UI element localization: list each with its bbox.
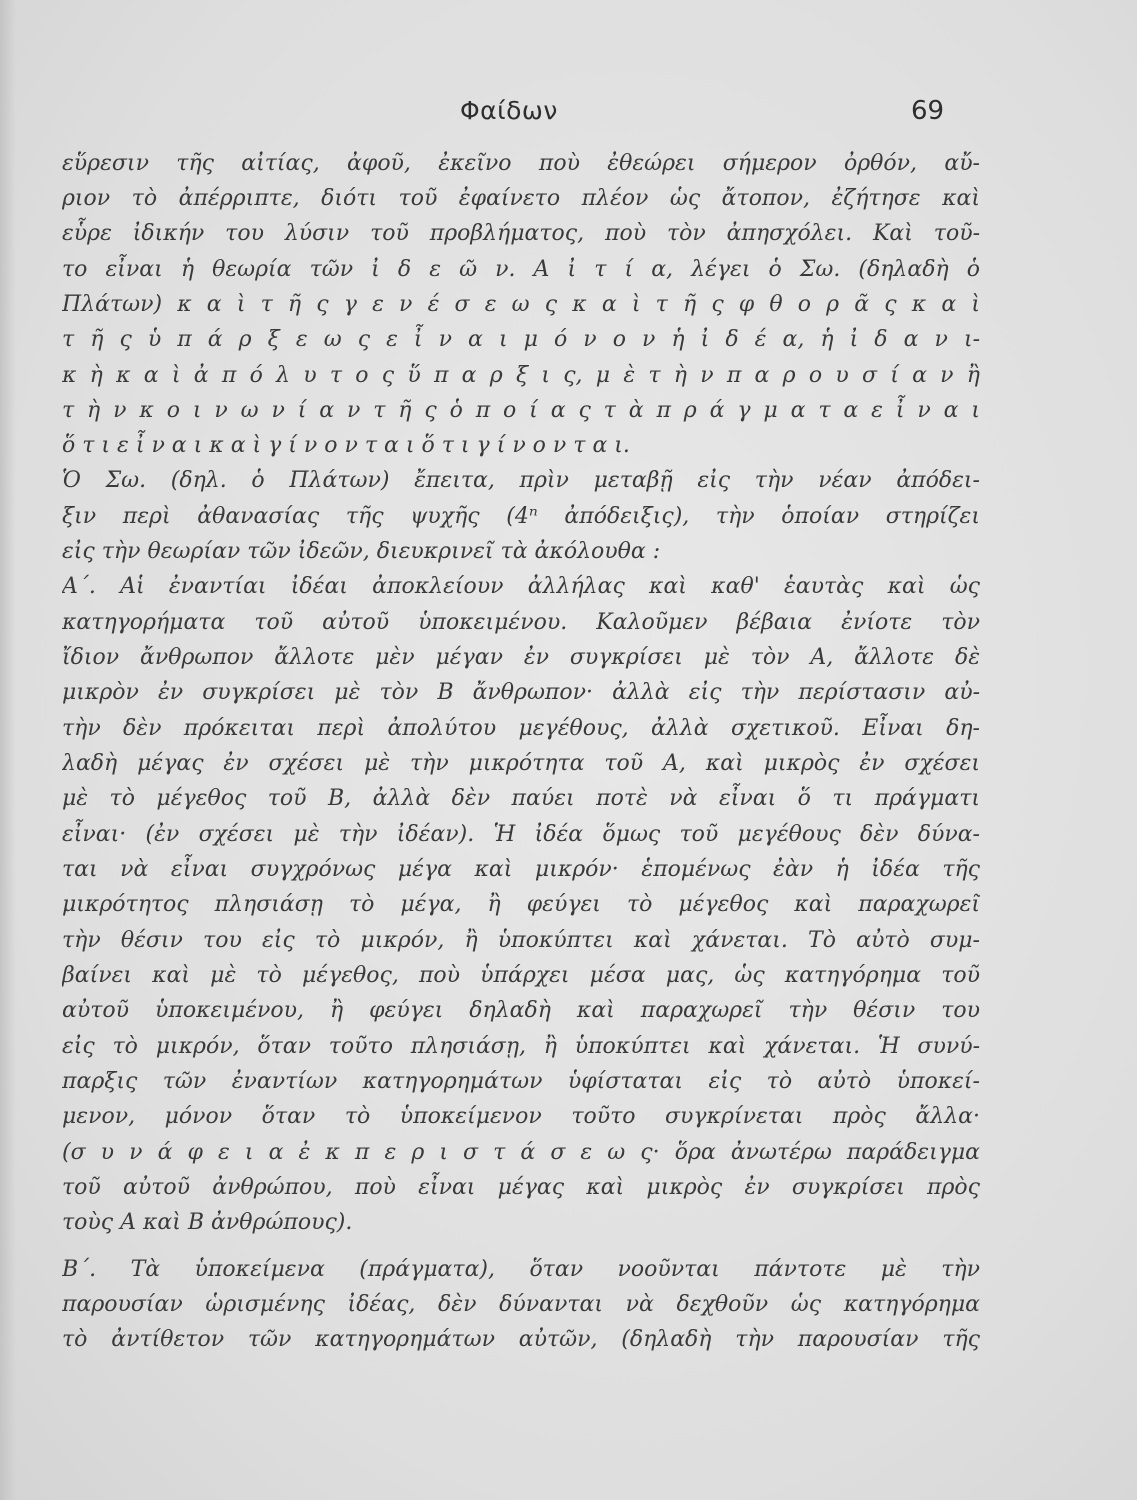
text-line: ξιν περὶ ἀθανασίας τῆς ψυχῆς (4ⁿ ἀπόδειξις), τὴν ὁποίαν στηρίζει — [62, 504, 980, 529]
text-line: εἶναι· (ἐν σχέσει μὲ τὴν ἰδέαν). Ἡ ἰδέα ὅμως τοῦ μεγέθους δὲν δύνα- — [62, 822, 980, 847]
text-line: τοῦ αὐτοῦ ἀνθρώπου, ποὺ εἶναι μέγας καὶ μικρὸς ἐν συγκρίσει πρὸς — [62, 1175, 980, 1200]
text-line: το εἶναι ἡ θεωρία τῶν ἰ δ ε ῶ ν. Α ἰ τ ί α, λέγει ὁ Σω. (δηλαδὴ ὁ — [62, 257, 980, 282]
text-line: κατηγορήματα τοῦ αὐτοῦ ὑποκειμένου. Καλοῦμεν βέβαια ἐνίοτε τὸν — [62, 610, 980, 635]
text-line: ται νὰ εἶναι συγχρόνως μέγα καὶ μικρόν· ἑπομένως ἐὰν ἡ ἰδέα τῆς — [62, 857, 980, 882]
running-title: Φαίδων — [460, 96, 558, 125]
text-line: εἰς τὸ μικρόν, ὅταν τοῦτο πλησιάσῃ, ἢ ὑποκύπτει καὶ χάνεται. Ἡ συνύ- — [62, 1034, 980, 1059]
text-line: τοὺς Α καὶ Β ἀνθρώπους). — [62, 1210, 353, 1235]
text-line: τὴν δὲν πρόκειται περὶ ἀπολύτου μεγέθους, ἀλλὰ σχετικοῦ. Εἶναι δη- — [62, 716, 980, 741]
text-line: τὸ ἀντίθετον τῶν κατηγορημάτων αὐτῶν, (δηλαδὴ τὴν παρουσίαν τῆς — [62, 1327, 980, 1352]
text-line: εἰς τὴν θεωρίαν τῶν ἰδεῶν, διευκρινεῖ τὰ ἀκόλουθα : — [62, 539, 661, 564]
text-line: μὲ τὸ μέγεθος τοῦ Β, ἀλλὰ δὲν παύει ποτὲ νὰ εἶναι ὅ τι πράγματι — [62, 786, 980, 811]
text-line: παρξις τῶν ἐναντίων κατηγορημάτων ὑφίσταται εἰς τὸ αὐτὸ ὑποκεί- — [62, 1069, 980, 1094]
text-line: ἴδιον ἄνθρωπον ἄλλοτε μὲν μέγαν ἐν συγκρίσει μὲ τὸν Α, ἄλλοτε δὲ — [62, 645, 980, 670]
text-line: (σ υ ν ά φ ε ι α ἐ κ π ε ρ ι σ τ ά σ ε ω ς· ὅρα ἀνωτέρω παράδειγμα — [62, 1140, 980, 1165]
text-line: μικρὸν ἐν συγκρίσει μὲ τὸν Β ἄνθρωπον· ἀλλὰ εἰς τὴν περίστασιν αὐ- — [62, 680, 980, 705]
text-line: τ ῆ ς ὑ π ά ρ ξ ε ω ς ε ἶ ν α ι μ ό ν ο ν ἡ ἰ δ έ α, ἡ ἰ δ α ν ι- — [62, 327, 980, 352]
text-line: Πλάτων) κ α ὶ τ ῆ ς γ ε ν έ σ ε ω ς κ α ὶ τ ῆ ς φ θ ο ρ ᾶ ς κ α ὶ — [62, 292, 980, 317]
text-line: Ὁ Σω. (δηλ. ὁ Πλάτων) ἔπειτα, πρὶν μεταβῇ εἰς τὴν νέαν ἀπόδει- — [62, 468, 980, 493]
text-line: εὕρεσιν τῆς αἰτίας, ἀφοῦ, ἐκεῖνο ποὺ ἐθεώρει σήμερον ὀρθόν, αὔ- — [62, 151, 980, 176]
text-line: Α΄. Αἱ ἐναντίαι ἰδέαι ἀποκλείουν ἀλλήλας καὶ καθ' ἑαυτὰς καὶ ὡς — [62, 574, 980, 599]
running-head — [0, 92, 1137, 132]
text-line: τ ὴ ν κ ο ι ν ω ν ί α ν τ ῆ ς ὁ π ο ί α ς τ ὰ π ρ ά γ μ α τ α ε ἶ ν α ι — [62, 398, 980, 423]
text-line: Β΄. Τὰ ὑποκείμενα (πράγματα), ὅταν νοοῦνται πάντοτε μὲ τὴν — [62, 1257, 980, 1282]
text-line: ὅ τ ι ε ἶ ν α ι κ α ὶ γ ί ν ο ν τ α ι ὅ τ ι γ ί ν ο ν τ α ι. — [62, 433, 630, 458]
page-gutter-shadow — [0, 0, 16, 1500]
text-line: παρουσίαν ὡρισμένης ἰδέας, δὲν δύνανται νὰ δεχθοῦν ὡς κατηγόρημα — [62, 1292, 980, 1317]
text-line: εὗρε ἰδικήν του λύσιν τοῦ προβλήματος, ποὺ τὸν ἀπησχόλει. Καὶ τοῦ- — [62, 221, 980, 246]
text-line: ριον τὸ ἀπέρριπτε, διότι τοῦ ἐφαίνετο πλέον ὡς ἄτοπον, ἐζήτησε καὶ — [62, 186, 980, 211]
text-line: μικρότητος πλησιάσῃ τὸ μέγα, ἢ φεύγει τὸ μέγεθος καὶ παραχωρεῖ — [62, 892, 980, 917]
text-line: τὴν θέσιν του εἰς τὸ μικρόν, ἢ ὑποκύπτει καὶ χάνεται. Τὸ αὐτὸ συμ- — [62, 928, 980, 953]
page-number: 69 — [911, 96, 945, 126]
text-line: αὐτοῦ ὑποκειμένου, ἢ φεύγει δηλαδὴ καὶ παραχωρεῖ τὴν θέσιν του — [62, 998, 980, 1023]
text-line: κ ὴ κ α ὶ ἀ π ό λ υ τ ο ς ὕ π α ρ ξ ι ς, μ ὲ τ ὴ ν π α ρ ο υ σ ί α ν ἢ — [62, 363, 980, 388]
text-line: μενον, μόνον ὅταν τὸ ὑποκείμενον τοῦτο συγκρίνεται πρὸς ἄλλα· — [62, 1104, 980, 1129]
text-line: λαδὴ μέγας ἐν σχέσει μὲ τὴν μικρότητα τοῦ Α, καὶ μικρὸς ἐν σχέσει — [62, 751, 980, 776]
text-line: βαίνει καὶ μὲ τὸ μέγεθος, ποὺ ὑπάρχει μέσα μας, ὡς κατηγόρημα τοῦ — [62, 963, 980, 988]
